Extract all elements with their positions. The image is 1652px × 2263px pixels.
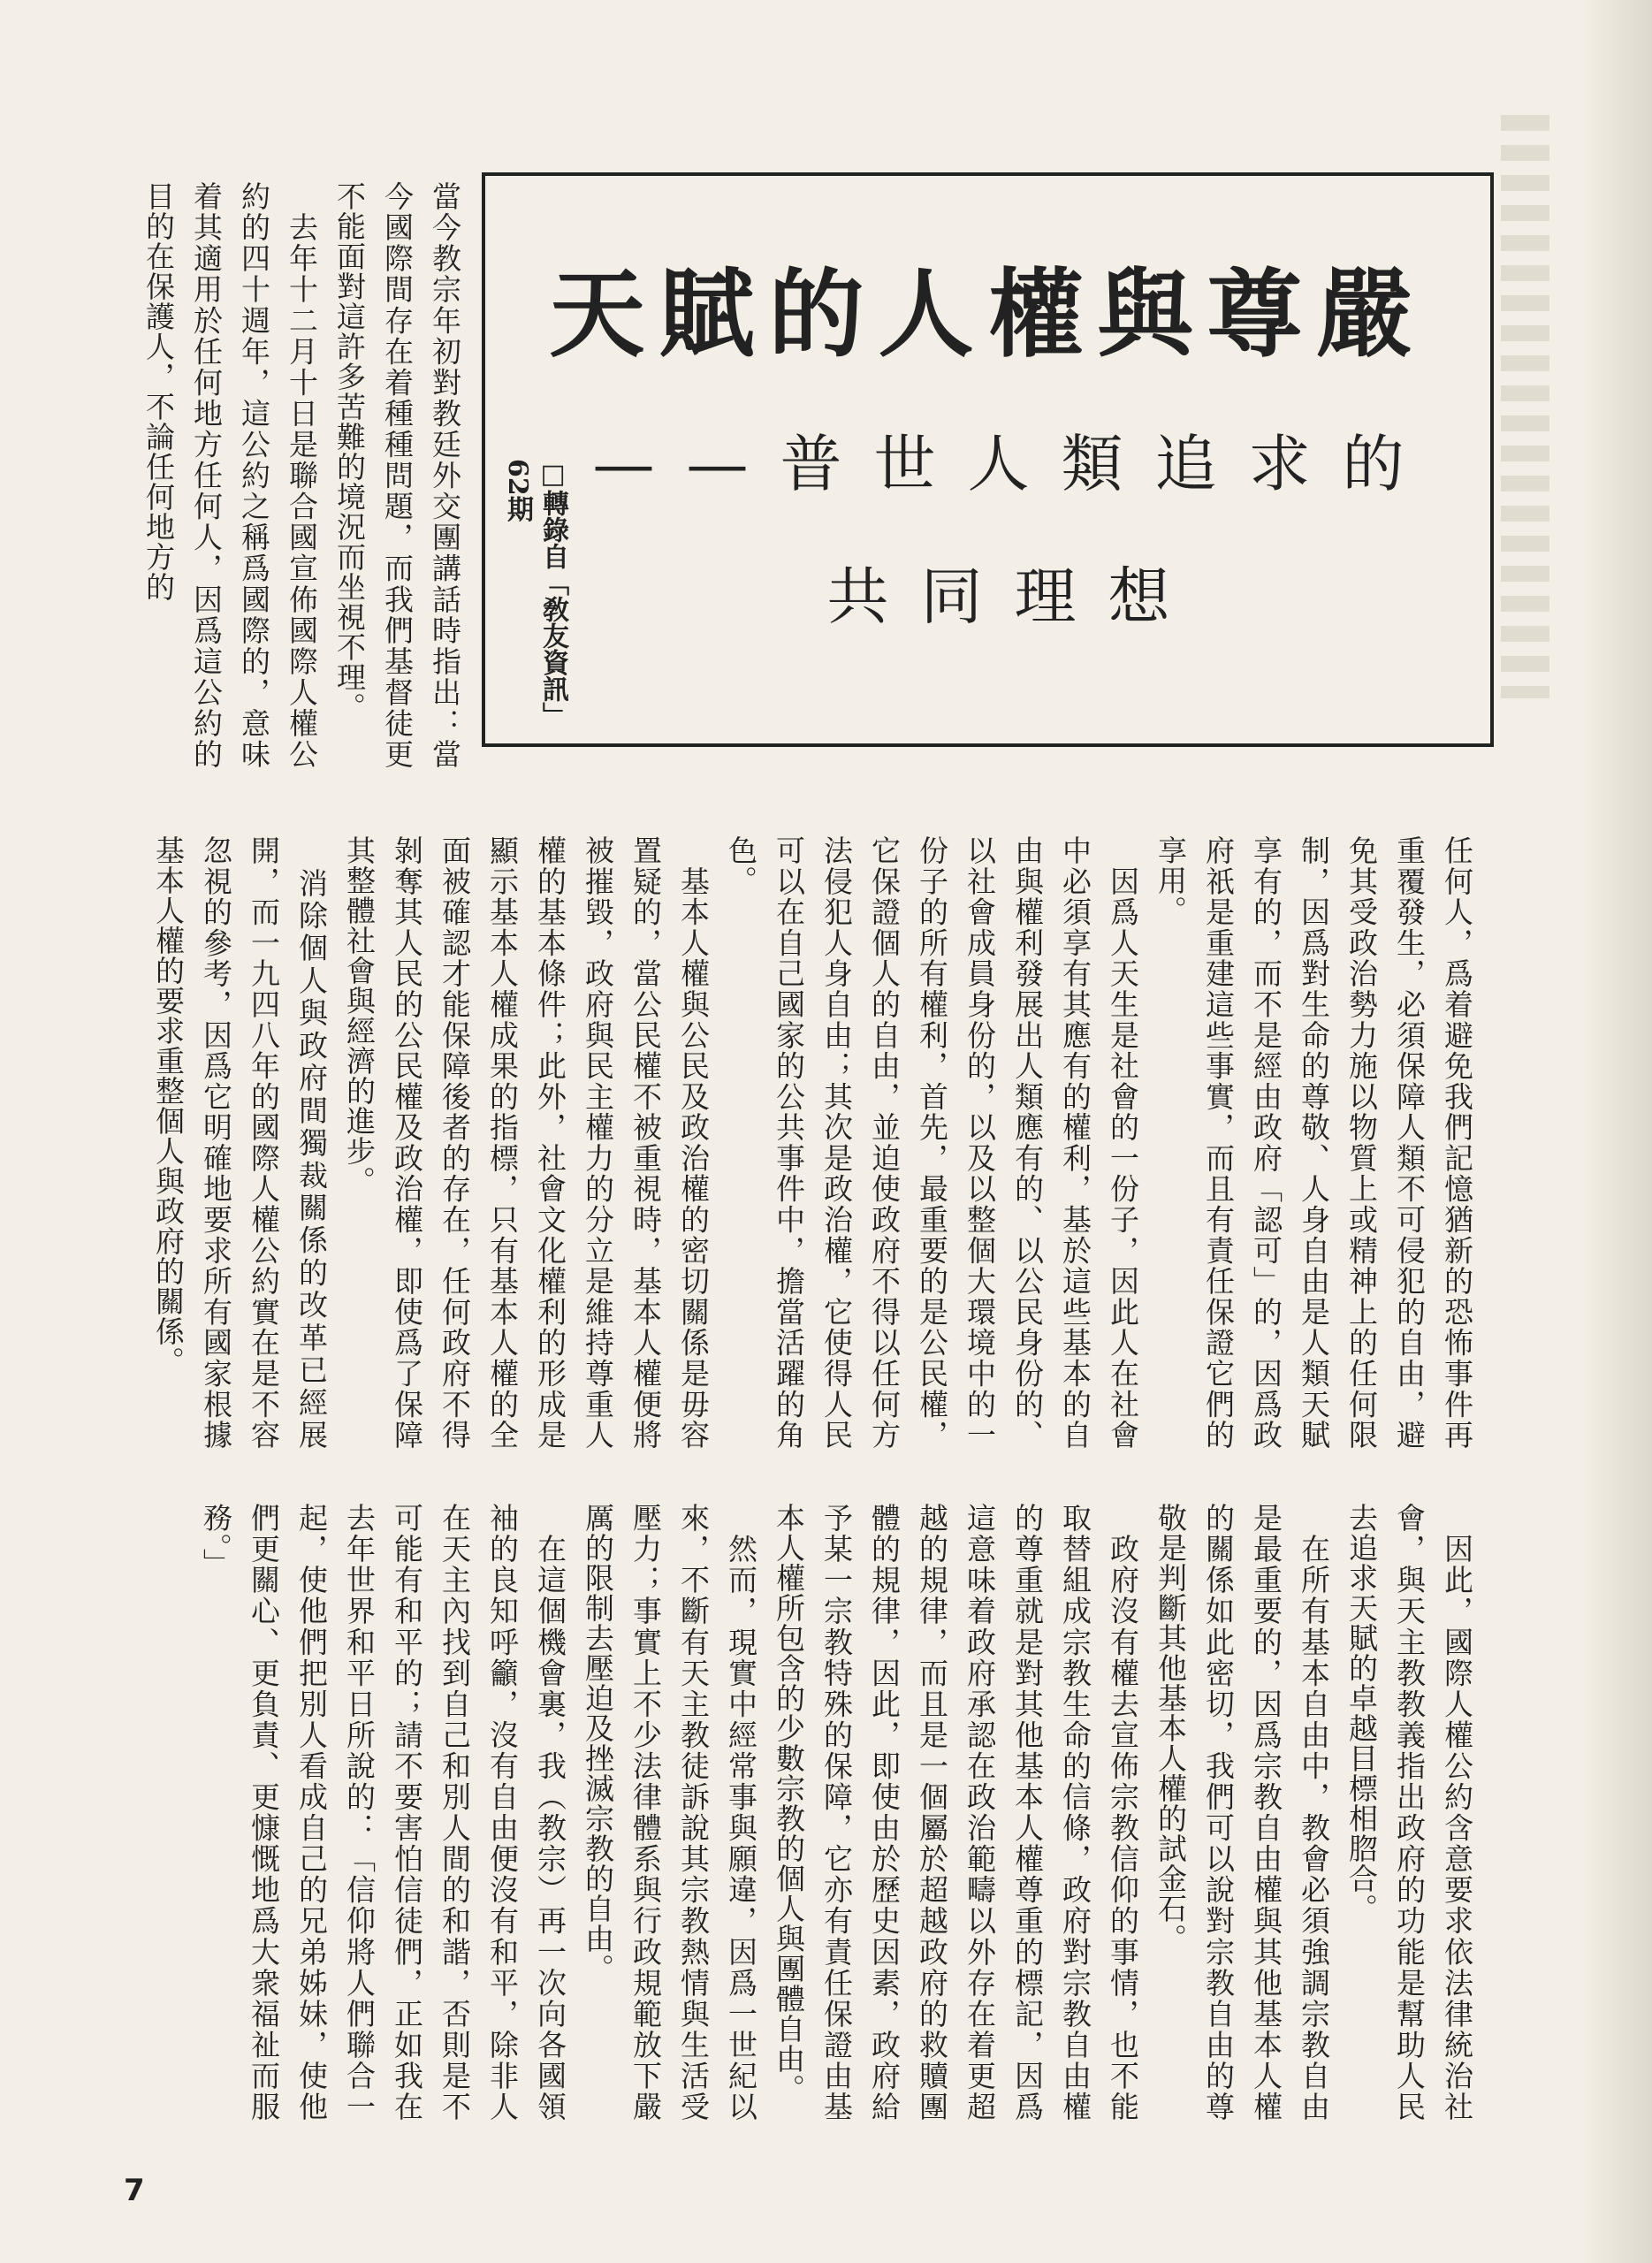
page-number: 7 xyxy=(124,2173,145,2208)
article-subtitle-line1: ——普世人類追求的 xyxy=(592,428,1436,500)
text-column-middle: 任何人，爲着避免我們記憶猶新的恐怖事件再重覆發生，必須保障人類不可侵犯的自由，避免其受政治勢力施以物質上或精神上的任何限制，因爲對生命的尊敬、人身自由是人類天賦享有的，而不是經由政府「認可」的，因爲政府祇是重建這些事實，而且有責任保證它們的享用。 因爲人天生是社會的一份子，因此人在社會中必須享有其應有的權利，基於這些基本的自由與權利發展出人類應有的、以公民身份的、以社會成員身份的，以及以整個大環境中的一份子的所有權利，首先，最重要的是公民權，它保證個人的自由，並迫使政府不得以任何方法侵犯人身自由；其次是政治權，它使得人民可以在自己國家的公共事件中，擔當活躍的角色。 基本人權與公民及政治權的密切關係是毋容置疑的，當公民權不被重視時，基本人權便將被摧毀，政府與民主權力的分立是維持尊重人權的基本條件；此外，社會文化權利的形成是顯示基本人權成果的指標，只有基本人權的全面被確認才能保障後者的存在，任何政府不得剝奪其人民的公民權及政治權，即使爲了保障其整體社會與經濟的進步。 消除個人與政府間獨裁關係的改革已經展開，而一九四八年的國際人權公約實在是不容忽視的參考，因爲它明確地要求所有國家根據基本人權的要求重整個人與政府的關係。 xyxy=(151,835,1474,1450)
article-title: 天賦的人權與尊嚴 xyxy=(549,259,1427,370)
text-column-bottom: 因此，國際人權公約含意要求依法律統治社會，與天主教教義指出政府的功能是幫助人民去追求天賦的卓越目標相脗合。 在所有基本自由中，教會必須強調宗教自由是最重要的，因爲宗教自由權與其他基本人權的關係如此密切，我們可以說對宗教自由的尊敬是判斷其他基本人權的試金石。 政府沒有權去宣佈宗教信仰的事情，也不能取替組成宗教生命的信條，政府對宗教自由權的尊重就是對其他基本人權尊重的標記，因爲這意味着政府承認在政治範疇以外存在着更超越的規律，而且是一個屬於超越政府的救贖團體的規律，因此，即使由於歷史因素，政府給予某一宗教特殊的保障，它亦有責任保證由基本人權所包含的少數宗教的個人與團體自由。 然而，現實中經常事與願違，因爲一世紀以來，不斷有天主教徒訴說其宗教熱情與生活受壓力；事實上不少法律體系與行政規範放下嚴厲的限制去壓迫及挫滅宗教的自由。 在這個機會裏，我（教宗）再一次向各國領袖的良知呼籲，沒有自由便沒有和平，除非人在天主內找到自己和別人間的和諧，否則是不可能有和平的；請不要害怕信徒們，正如我在去年世界和平日所說的：「信仰將人們聯合一起，使他們把別人看成自己的兄弟姊妹，使他們更關心、更負責、更慷慨地爲大衆福祉而服務。」 xyxy=(199,1503,1474,2122)
page-edge-shadow xyxy=(1581,0,1652,2263)
article-subtitle-line2: 共同理想 xyxy=(826,560,1202,633)
text-column-intro: 當今教宗年初對教廷外交團講話時指出：當今國際間存在着種種問題，而我們基督徒更不能面對這許多苦難的境況而坐視不理。 去年十二月十日是聯合國宣佈國際人權公約的四十週年，這公約之稱爲國際的，意味着其適用於任何地方任何人，因爲這公約的目的在保護人，不論任何地方的 xyxy=(141,181,462,769)
title-box xyxy=(482,172,1494,747)
article-source: □轉錄自「敎友資訊」62期 xyxy=(502,459,568,728)
bleed-through-text xyxy=(1501,115,1549,698)
